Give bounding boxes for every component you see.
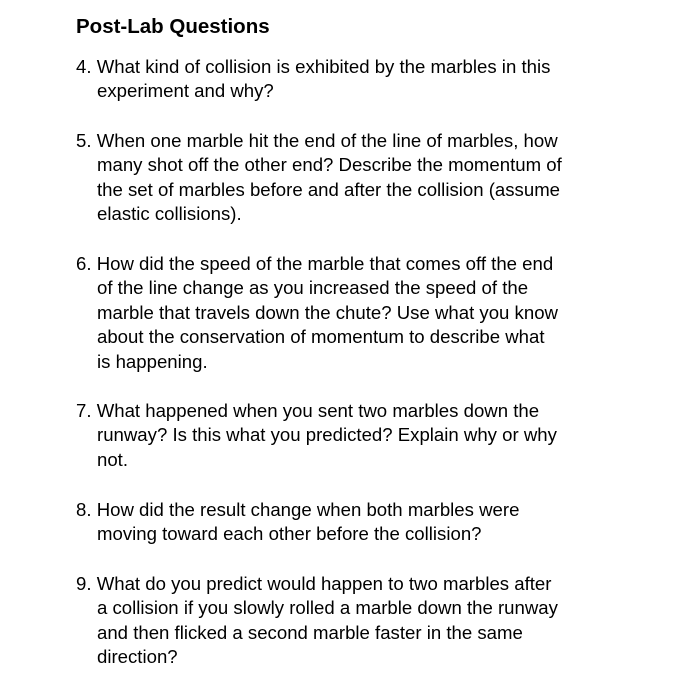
question-text: What kind of collision is exhibited by the marbles in this — [96, 56, 551, 77]
page-title: Post-Lab Questions — [76, 15, 270, 38]
question-line — [76, 399, 557, 423]
question-text: a collision if you slowly rolled a marble down the runway — [97, 597, 558, 619]
question-text: What do you predict would happen to two marbles after — [96, 573, 552, 594]
question-line — [76, 572, 558, 596]
question-text: marble that travels down the chute? Use what you know — [97, 301, 558, 323]
question-line — [76, 498, 519, 522]
question-6 — [76, 252, 558, 374]
question-number: 7. — [76, 400, 92, 421]
question-number: 6. — [76, 253, 92, 274]
question-number: 8. — [76, 499, 92, 520]
question-number: 5. — [76, 130, 92, 151]
question-text: not. — [97, 448, 129, 470]
question-text: elastic collisions). — [97, 203, 242, 225]
question-5 — [76, 129, 562, 227]
question-text: the set of marbles before and after the collision (assume — [97, 178, 561, 200]
question-line — [76, 55, 550, 79]
question-4 — [76, 55, 550, 104]
question-text: of the line change as you increased the speed of the — [97, 277, 529, 299]
question-text: How did the speed of the marble that comes off the end — [96, 253, 554, 274]
question-text: runway? Is this what you predicted? Explain why or why — [97, 424, 557, 446]
question-text: When one marble hit the end of the line of marbles, how — [96, 130, 558, 151]
question-text: about the conservation of momentum to describe what — [97, 326, 545, 348]
question-text: many shot off the other end? Describe the momentum of — [97, 154, 562, 176]
question-text: How did the result change when both marbles were — [96, 499, 520, 520]
question-text: What happened when you sent two marbles down the — [96, 400, 540, 421]
question-text: moving toward each other before the collision? — [97, 523, 482, 545]
question-line — [76, 129, 562, 153]
question-number: 4. — [76, 56, 92, 77]
question-line — [76, 252, 558, 276]
question-9 — [76, 572, 558, 670]
question-text: is happening. — [97, 350, 208, 372]
question-number: 9. — [76, 573, 92, 594]
question-text: experiment and why? — [97, 80, 274, 102]
question-text: direction? — [97, 646, 178, 668]
question-8 — [76, 498, 519, 547]
question-7 — [76, 399, 557, 472]
question-text: and then flicked a second marble faster in the same — [97, 621, 523, 643]
